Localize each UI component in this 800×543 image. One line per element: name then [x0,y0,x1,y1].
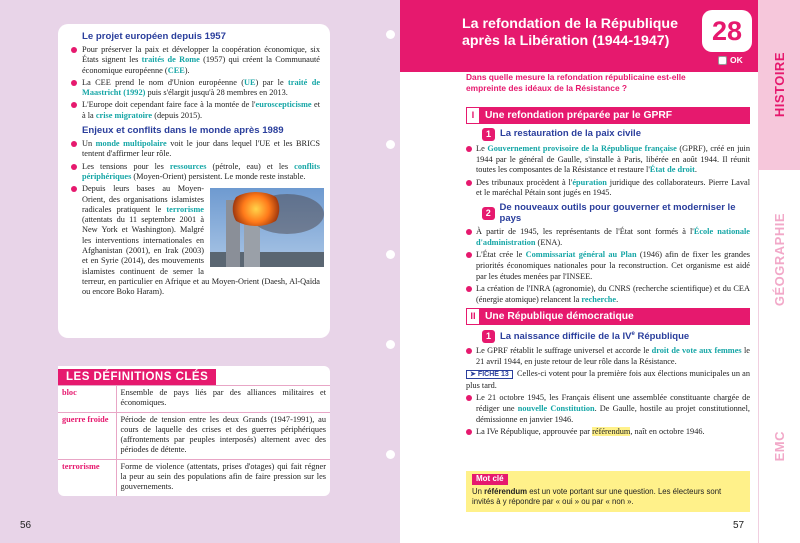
tab-emc-label: EMC [772,431,787,462]
right-page [400,0,800,543]
summary-card [58,24,330,338]
subsection-heading [482,329,750,343]
keyword: État de droit [649,165,695,175]
text-run: Depuis leurs bases au Moyen-Orient, des organisations islamistes radicales pratiquent le [82,184,204,214]
bullet-paragraph [466,227,750,248]
text-run: (depuis 2015). [152,110,203,120]
part-label: Une République démocratique [485,311,634,323]
keyword: conflits périphériques [82,161,320,181]
fiche-link[interactable]: ➤ FICHE 13 [466,370,513,379]
definition-row [58,412,330,459]
bullet-paragraph [466,393,750,425]
text-run: , naît en octobre 1946. [630,427,705,437]
key-word-term: référendum [484,486,528,496]
text-run: Celles-ci votent pour la première fois aux élections municipales un an plus tard. [466,369,750,390]
keyword: traités de Rome [141,55,200,65]
bullet-paragraph [466,178,750,199]
text-run: Pour préserver la paix et développer la coopération économique, six États signent les [82,45,320,65]
section-heading: Enjeux et conflits dans le monde après 1989 [82,125,284,137]
part-label: Une refondation préparée par le GPRF [485,110,673,121]
text-run: ) par le [255,77,288,87]
tab-geographie[interactable] [758,170,800,350]
text-run: Les tensions pour les [82,161,170,171]
subsection-title: De nouveaux outils pour gouverner et moderniser le pays [499,201,736,224]
binder-hole [386,340,395,349]
bullet-paragraph [466,144,750,176]
bullet-paragraph [68,139,320,160]
keyword: droit de vote aux femmes [651,346,742,356]
text-run: . [694,165,697,175]
bullet-paragraph [68,100,320,121]
keyword: euroscepticisme [255,100,312,110]
text-run: (attentats du 11 septembre 2001 à New York et Washington). Malgré les interventions internationales en Afghanistan (2001), en Irak (2003) et en Syrie (2014), des mouvements islamistes continuent de semer la terreur, en particulier en Afrique et au Moyen-Orient (Daesh, Al-Qaïda ou encore Boko Haram). [82,215,320,297]
part-heading [466,308,750,325]
keyword: traité de Maastricht (1992) [82,77,321,98]
text-run: le 21 avril 1944, en juste retour de leur rôle dans la Résistance. [476,346,750,366]
bullet-paragraph [466,346,750,367]
bullet-paragraph [466,427,750,438]
definition-term: bloc [58,386,116,413]
highlighted-term: référendum [592,427,631,437]
ok-checkbox[interactable] [718,55,743,65]
text-run: (pétrole, eau) et les [206,161,295,171]
paragraph-continuation [466,369,750,391]
keyword: épuration [572,177,607,187]
text-run: ). [184,65,190,75]
binder-hole [386,140,395,149]
tab-histoire[interactable] [758,0,800,170]
text-run: La création de l'INRA (agronomie), du CNRS (recherche scientifique) et du CEA (énergie atomique) relancent la [476,284,750,304]
text-run: juridique des collaborateurs. Pierre Laval et le maréchal Pétain sont jugés en 1945. [476,177,750,198]
subsection-heading [482,128,750,141]
keyword: CEE [167,65,185,75]
text-run: Le 21 octobre 1945, les Français élisent une assemblée constituante chargée de rédiger une [476,393,750,414]
text-run: L'État crée le [476,250,526,260]
definition-text: Ensemble de pays liés par des alliances militaires et économiques. [116,386,330,413]
definitions-box [58,366,330,496]
definitions-title: LES DÉFINITIONS CLÉS [58,369,216,385]
keyword: Commissariat général au Plan [525,250,637,260]
chapter-title: La refondation de la République après la Libération (1944-1947) [462,16,678,49]
keyword: ressources [169,161,207,171]
keyword: UE [244,77,256,87]
text-run: Le [476,144,488,153]
section-heading: Le projet européen depuis 1957 [82,31,226,42]
bullet-paragraph [68,162,320,183]
keyword: monde multipolaire [95,139,167,149]
bullet-paragraph [68,184,320,297]
text-run: voit le jour dans lequel l'UE et les BRICS tentent d'affirmer leur rôle. [82,139,320,159]
subsection-number: 2 [482,207,495,220]
bullet-paragraph [466,284,750,305]
page-number-right: 57 [733,520,745,531]
subsection-heading [482,203,750,224]
part-heading [466,107,750,124]
text-run: (GPRF), créé en juin 1944 par le général de Gaulle, s'installe à Paris, libérée en août 1944. Il réunit toutes les composantes de la Résistance et restaure l' [476,144,751,175]
text-run: La CEE prend le nom d'Union européenne ( [82,77,245,87]
subsection-number: 1 [482,128,495,141]
definitions-table [58,385,330,496]
bullet-paragraph [466,250,750,282]
bullet-paragraph [68,45,320,76]
chapter-content [466,104,750,440]
definition-row [58,386,330,413]
keyword: nouvelle Constitution [517,404,595,414]
key-word-prefix: Un [472,486,485,496]
text-run: (1957) qui créent la Communauté économique européenne ( [82,55,320,75]
key-word-definition: est un vote portant sur une question. Les électeurs sont invités à y répondre par « oui » ou par « non ». [472,486,722,506]
tab-histoire-label: HISTOIRE [771,52,787,118]
keyword: recherche [581,294,617,304]
text-run: puis s'élargit jusqu'à 28 membres en 2013. [145,88,288,98]
definition-text: Forme de violence (attentats, prises d'otages) qui fait régner la peur au sein des populations afin de faire pression sur les gouvernements. [116,459,330,495]
part-number: I [466,107,480,124]
key-word-label: Mot clé [472,474,508,485]
binder-hole [386,450,395,459]
binder-hole [386,250,395,259]
ok-label: OK [730,55,743,65]
chapter-number: 28 [702,10,752,52]
text-run: La IVe République, approuvée par [476,427,593,437]
text-run: L'Europe doit cependant faire face à la montée de l' [82,100,256,110]
subsection-title: La restauration de la paix civile [500,128,641,140]
text-run: et à la [82,100,320,120]
key-word-text [472,487,744,508]
bullet-paragraph [68,78,320,99]
text-run: Le GPRF rétablit le suffrage universel et accorde le [476,346,652,356]
keyword: Gouvernement provisoire de la République française [487,144,677,153]
part-number: II [466,308,480,325]
terror-attack-photo [210,188,324,267]
binder-hole [386,30,395,39]
chapter-header [400,0,758,72]
definition-text: Période de tension entre les deux Grands (1947-1991), au cours de laquelle des crises et des guerres périphériques (affrontements par peuples interposés) alternent avec des périodes de détente. [116,412,330,459]
definition-term: guerre froide [58,412,116,459]
checkbox-icon[interactable] [718,56,727,65]
definition-term: terrorisme [58,459,116,495]
tab-emc[interactable] [758,350,800,543]
text-run: À partir de 1945, les représentants de l'État sont formés à l' [476,227,694,237]
chapter-question: Dans quelle mesure la refondation républicaine est-elle empreinte des idéaux de la Résistance ? [466,72,686,93]
subject-tabs [758,0,800,543]
subsection-title: La naissance difficile de la IVe République [500,331,690,343]
text-run: Des tribunaux procèdent à l' [476,177,573,187]
page-number-left: 56 [20,520,32,531]
text-run: . De Gaulle, hostile au projet constitutionnel, démissionne en janvier 1946. [476,404,750,424]
keyword: terrorisme [166,204,204,214]
definition-row [58,459,330,495]
text-run: . [616,294,619,304]
keyword: crise migratoire [95,110,153,120]
superscript: e [631,331,635,338]
subsection-number: 1 [482,330,495,343]
keyword: École nationale d'administration [476,227,750,247]
key-word-box [466,471,750,512]
text-run: (ENA). [535,237,563,247]
text-run: (1946) afin de fixer les grandes priorités économiques nationales pour la reconstruction. Cet organisme est aidé par les études menées par l'INSEE. [476,250,750,281]
text-run: (Moyen-Orient) persistent. Le monde reste instable. [131,171,306,181]
text-run: Un [82,139,96,149]
tab-geographie-label: GÉOGRAPHIE [772,213,787,307]
